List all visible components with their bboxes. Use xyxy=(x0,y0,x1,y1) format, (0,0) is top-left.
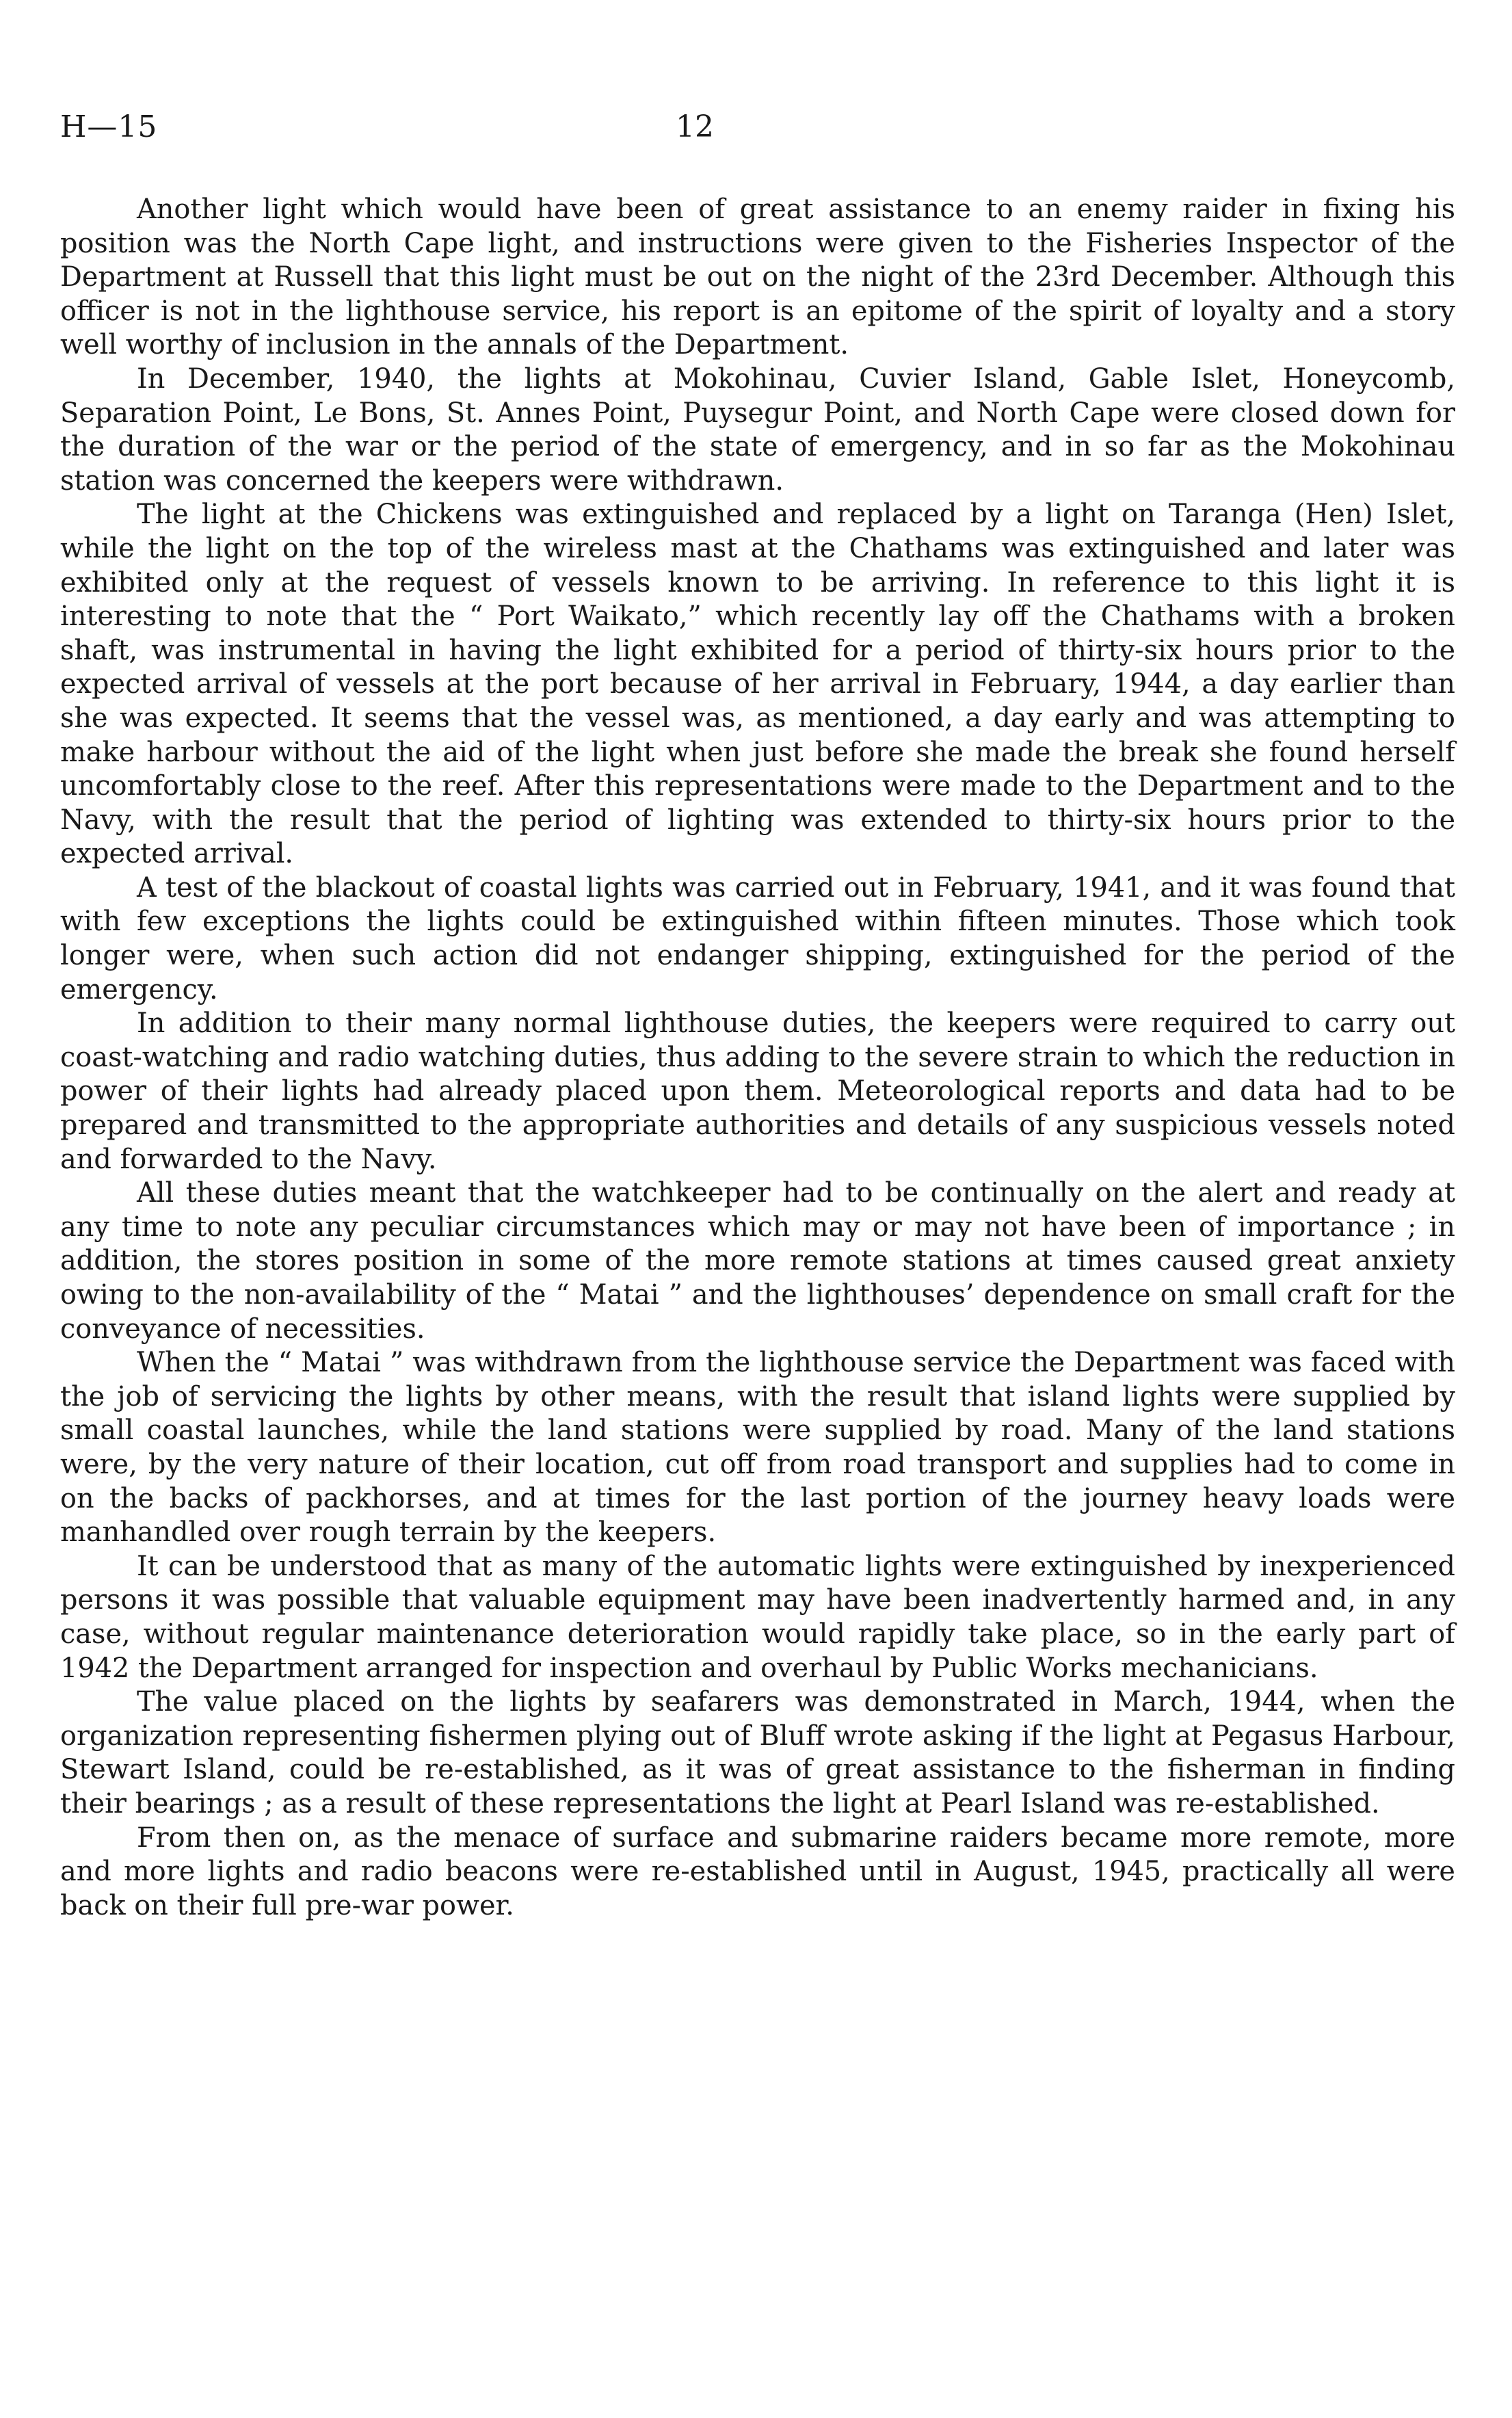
paragraph-re-established: From then on, as the menace of surface and submarine raiders became more remote, more and more lights and radio beacons were re-established until in August, 1945, practically all were back on their full pre-war power. xyxy=(60,1822,1455,1921)
body-text xyxy=(60,193,1455,1923)
paragraph-matai-withdrawn: When the “ Matai ” was withdrawn from the lighthouse service the Department was faced with the job of servicing the lights by other means, with the result that island lights were supplied by small coastal launches, while the land stations were supplied by road. Many of the land stations were, by the very nature of their location, cut off from road transport and supplies had to come in on the backs of packhorses, and at times for the last portion of the journey heavy loads were manhandled over rough terrain by the keepers. xyxy=(60,1347,1455,1549)
document-reference: H—15 xyxy=(60,109,158,144)
paragraph-lights-closed-down: In December, 1940, the lights at Mokohinau, Cuvier Island, Gable Islet, Honeycomb, Separation Point, Le Bons, St. Annes Point, Puysegur Point, and North Cape were closed down for the duration of the war or the period of the state of emergency, and in so far as the Mokohinau station was concerned the keepers were withdrawn. xyxy=(60,363,1455,497)
paragraph-north-cape-light: Another light which would have been of great assistance to an enemy raider in fixing his position was the North Cape light, and instructions were given to the Fisheries Inspector of the Department at Russell that this light must be out on the night of the 23rd December. Although this officer is not in the lighthouse service, his report is an epitome of the spirit of loyalty and a story well worthy of inclusion in the annals of the Department. xyxy=(60,194,1455,361)
paragraph-watchkeeper-alert: All these duties meant that the watchkeeper had to be continually on the alert and ready at any time to note any peculiar circumstances which may or may not have been of importance ; in addition, the stores position in some of the more remote stations at times caused great anxiety owing to the non-availability of the “ Matai ” and the lighthouses’ dependence on small craft for the conveyance of necessities. xyxy=(60,1177,1455,1345)
paragraph-blackout-test: A test of the blackout of coastal lights was carried out in February, 1941, and it was found that with few exceptions the lights could be extinguished within fifteen minutes. Those which took longer were, when such action did not endanger shipping, extinguished for the period of the emergency. xyxy=(60,871,1455,1006)
page-number: 12 xyxy=(676,109,714,144)
paragraph-keeper-duties: In addition to their many normal lighthouse duties, the keepers were required to carry out coast-watching and radio watching duties, thus adding to the severe strain to which the reduction in power of their lights had already placed upon them. Meteorological reports and data had to be prepared and transmitted to the appropriate authorities and details of any suspicious vessels noted and forwarded to the Navy. xyxy=(60,1008,1455,1175)
paragraph-seafarers-value: The value placed on the lights by seafarers was demonstrated in March, 1944, when the organization representing fishermen plying out of Bluff wrote asking if the light at Pegasus Harbour, Stewart Island, could be re-established, as it was of great assistance to the fisherman in finding their bearings ; as a result of these representations the light at Pearl Island was re-established. xyxy=(60,1686,1455,1819)
paragraph-automatic-lights: It can be understood that as many of the automatic lights were extinguished by inexperienced persons it was possible that valuable equipment may have been inadvertently harmed and, in any case, without regular maintenance deterioration would rapidly take place, so in the early part of 1942 the Department arranged for inspection and overhaul by Public Works mechanicians. xyxy=(60,1550,1455,1684)
page-header xyxy=(60,109,1455,150)
paragraph-chickens-light: The light at the Chickens was extinguished and replaced by a light on Taranga (Hen) Islet, while the light on the top of the wireless mast at the Chathams was extinguished and later was exhibited only at the request of vessels known to be arriving. In reference to this light it is interesting to note that the “ Port Waikato,” which recently lay off the Chathams with a broken shaft, was instrumental in having the light exhibited for a period of thirty-six hours prior to the expected arrival of vessels at the port because of her arrival in February, 1944, a day earlier than she was expected. It seems that the vessel was, as mentioned, a day early and was attempting to make harbour without the aid of the light when just before she made the break she found herself uncomfortably close to the reef. After this representations were made to the Department and to the Navy, with the result that the period of lighting was extended to thirty-six hours prior to the expected arrival. xyxy=(60,499,1455,870)
